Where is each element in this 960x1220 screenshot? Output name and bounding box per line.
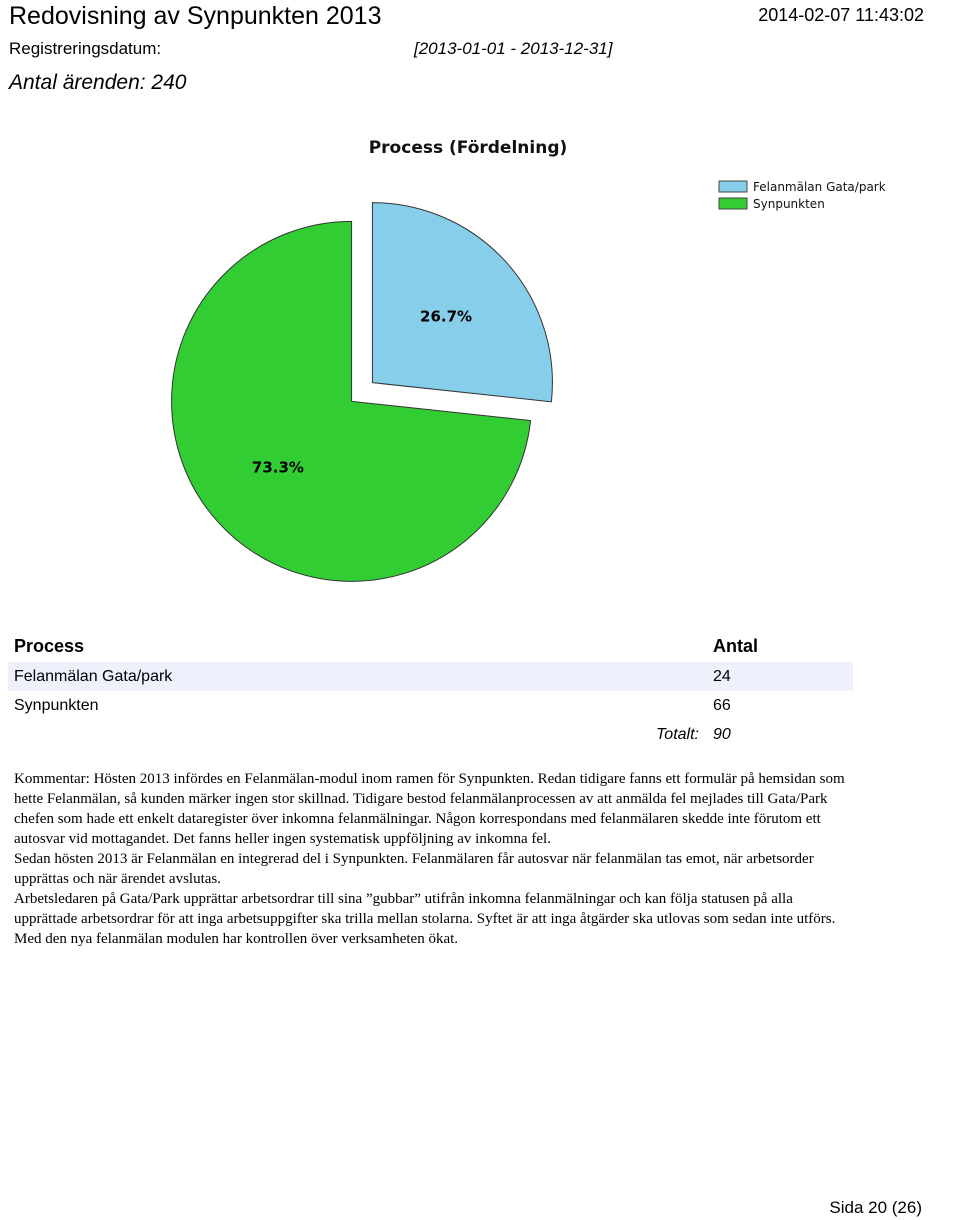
slice-label: 26.7% <box>420 307 473 326</box>
page-number: Sida 20 (26) <box>829 1198 922 1217</box>
header-process: Process <box>14 636 85 656</box>
chart-title: Process (Fördelning) <box>368 138 568 158</box>
report-timestamp: 2014-02-07 11:43:02 <box>758 5 924 25</box>
pie-slice <box>372 203 552 402</box>
chart-legend <box>719 180 886 211</box>
total-value: 90 <box>713 726 731 743</box>
table-row <box>8 662 853 691</box>
table-header-row <box>8 630 853 662</box>
antal-cell: 66 <box>713 697 731 714</box>
case-count: Antal ärenden: 240 <box>9 71 187 94</box>
table-row <box>8 691 853 720</box>
total-label: Totalt: <box>656 726 699 743</box>
legend-swatch <box>719 198 747 209</box>
registration-label: Registreringsdatum: <box>9 39 162 58</box>
process-table <box>8 630 853 749</box>
legend-swatch <box>719 181 747 192</box>
header-antal: Antal <box>713 636 758 656</box>
slice-label: 73.3% <box>251 458 304 477</box>
process-pie-chart <box>0 0 960 600</box>
process-cell: Felanmälan Gata/park <box>14 668 173 685</box>
process-cell: Synpunkten <box>14 697 99 714</box>
antal-cell: 24 <box>713 668 731 685</box>
comment-paragraph: Sedan hösten 2013 är Felanmälan en integrerad del i Synpunkten. Felanmälaren får autosvar när felanmälan tas emot, när arbetsorder upprättas och när ärendet avslutas. <box>14 851 814 887</box>
legend-label: Synpunkten <box>753 197 825 211</box>
comment-paragraph: Kommentar: Hösten 2013 infördes en Felanmälan-modul inom ramen för Synpunkten. Redan tidigare fanns ett formulär på hemsidan som hette Felanmälan, så kunden märker ingen stor skillnad. Tidigare bestod felanmälanprocessen av att anmälda fel mejlades till Gata/Park chefen som hade ett enkelt dataregister över inkomna felanmälningar. Någon korrespondans med felanmälaren skedde inte förutom ett autosvar vid mottagandet. Det fanns heller ingen systematisk uppföljning av inkomna fel. <box>14 771 845 847</box>
table-total-row <box>8 720 853 749</box>
comment-section <box>14 769 856 949</box>
legend-label: Felanmälan Gata/park <box>753 180 886 194</box>
comment-paragraph: Arbetsledaren på Gata/Park upprättar arbetsordrar till sina ”gubbar” utifrån inkomna felanmälningar och kan följa statusen på alla upprättade arbetsordrar för att inga arbetsuppgifter ska trilla mellan stolarna. Syftet är att inga åtgärder ska utlovas som sedan inte utförs. Med den nya felanmälan modulen har kontrollen över verksamheten ökat. <box>14 891 836 947</box>
registration-range: [2013-01-01 - 2013-12-31] <box>414 39 613 58</box>
report-title: Redovisning av Synpunkten 2013 <box>9 2 382 30</box>
